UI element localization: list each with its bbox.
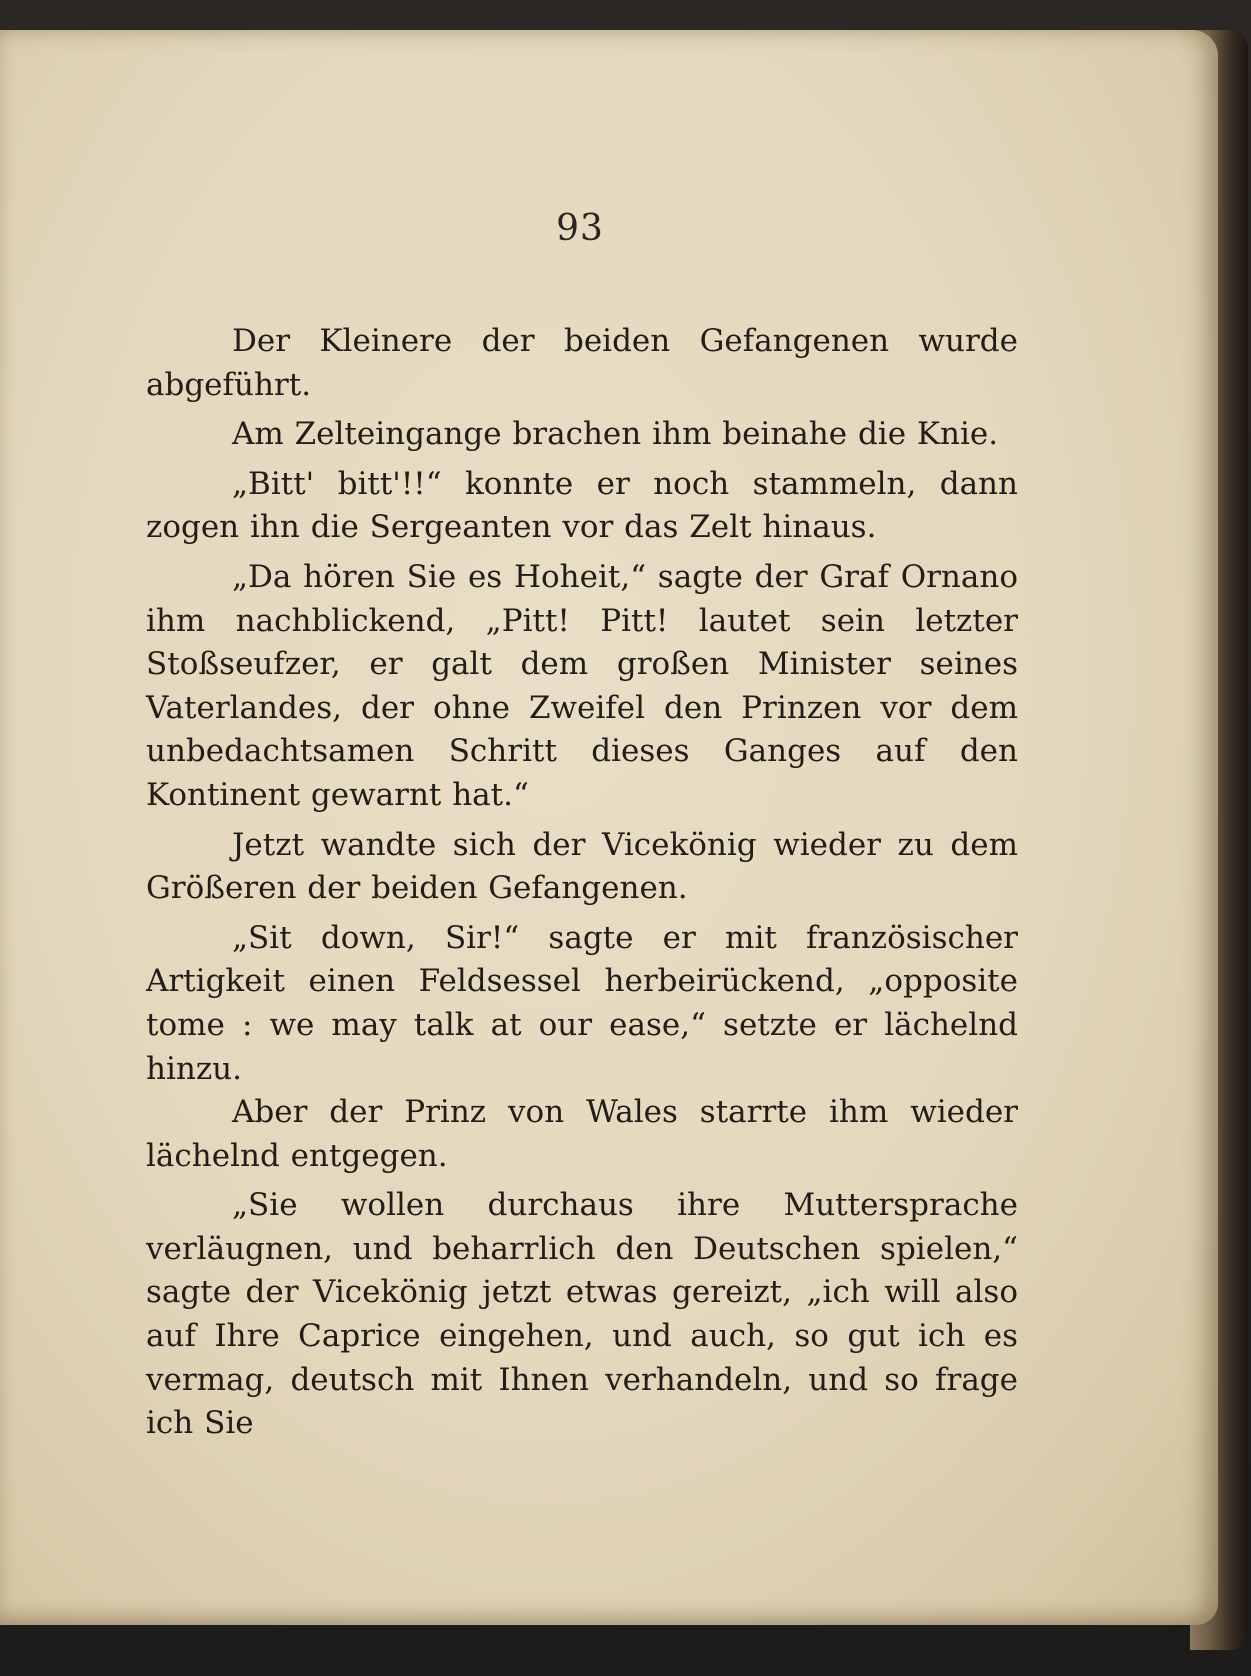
paragraph: Am Zelteingange brachen ihm beinahe die Knie. (232, 416, 999, 453)
paragraph: „Sie wollen durchaus ihre Muttersprache verläugnen, und beharrlich den Deutschen spielen,“ sagte der Vicekönig jetzt etwas gereizt, „ich will also auf Ihre Caprice eingehen, und auch, so gut ich es vermag, deutsch mit Ihnen verhandeln, und so frage ich Sie (146, 1187, 1018, 1442)
body-text (146, 320, 1018, 1452)
page-number: 93 (556, 208, 604, 249)
book-page (0, 30, 1218, 1625)
paragraph: Aber der Prinz von Wales starrte ihm wieder lächelnd entgegen. (146, 1094, 1018, 1174)
paragraph: „Da hören Sie es Hoheit,“ sagte der Graf Ornano ihm nachblickend, „Pitt! Pitt! lautet sein letzter Stoßseufzer, er galt dem großen Minister seines Vaterlandes, der ohne Zweifel den Prinzen vor dem unbedachtsamen Schritt dieses Ganges auf den Kontinent gewarnt hat.“ (146, 558, 1018, 813)
paragraph: „Sit down, Sir!“ sagte er mit französischer Artigkeit einen Feldsessel herbeirückend, „opposite tome : we may talk at our ease,“ setzte er lächelnd hinzu. (146, 919, 1018, 1087)
paragraph: Der Kleinere der beiden Gefangenen wurde abgeführt. (146, 323, 1018, 403)
paragraph: „Bitt' bitt'!!“ konnte er noch stammeln, dann zogen ihn die Sergeanten vor das Zelt hinaus. (146, 465, 1018, 546)
paragraph: Jetzt wandte sich der Vicekönig wieder zu dem Größeren der beiden Gefangenen. (146, 826, 1018, 907)
